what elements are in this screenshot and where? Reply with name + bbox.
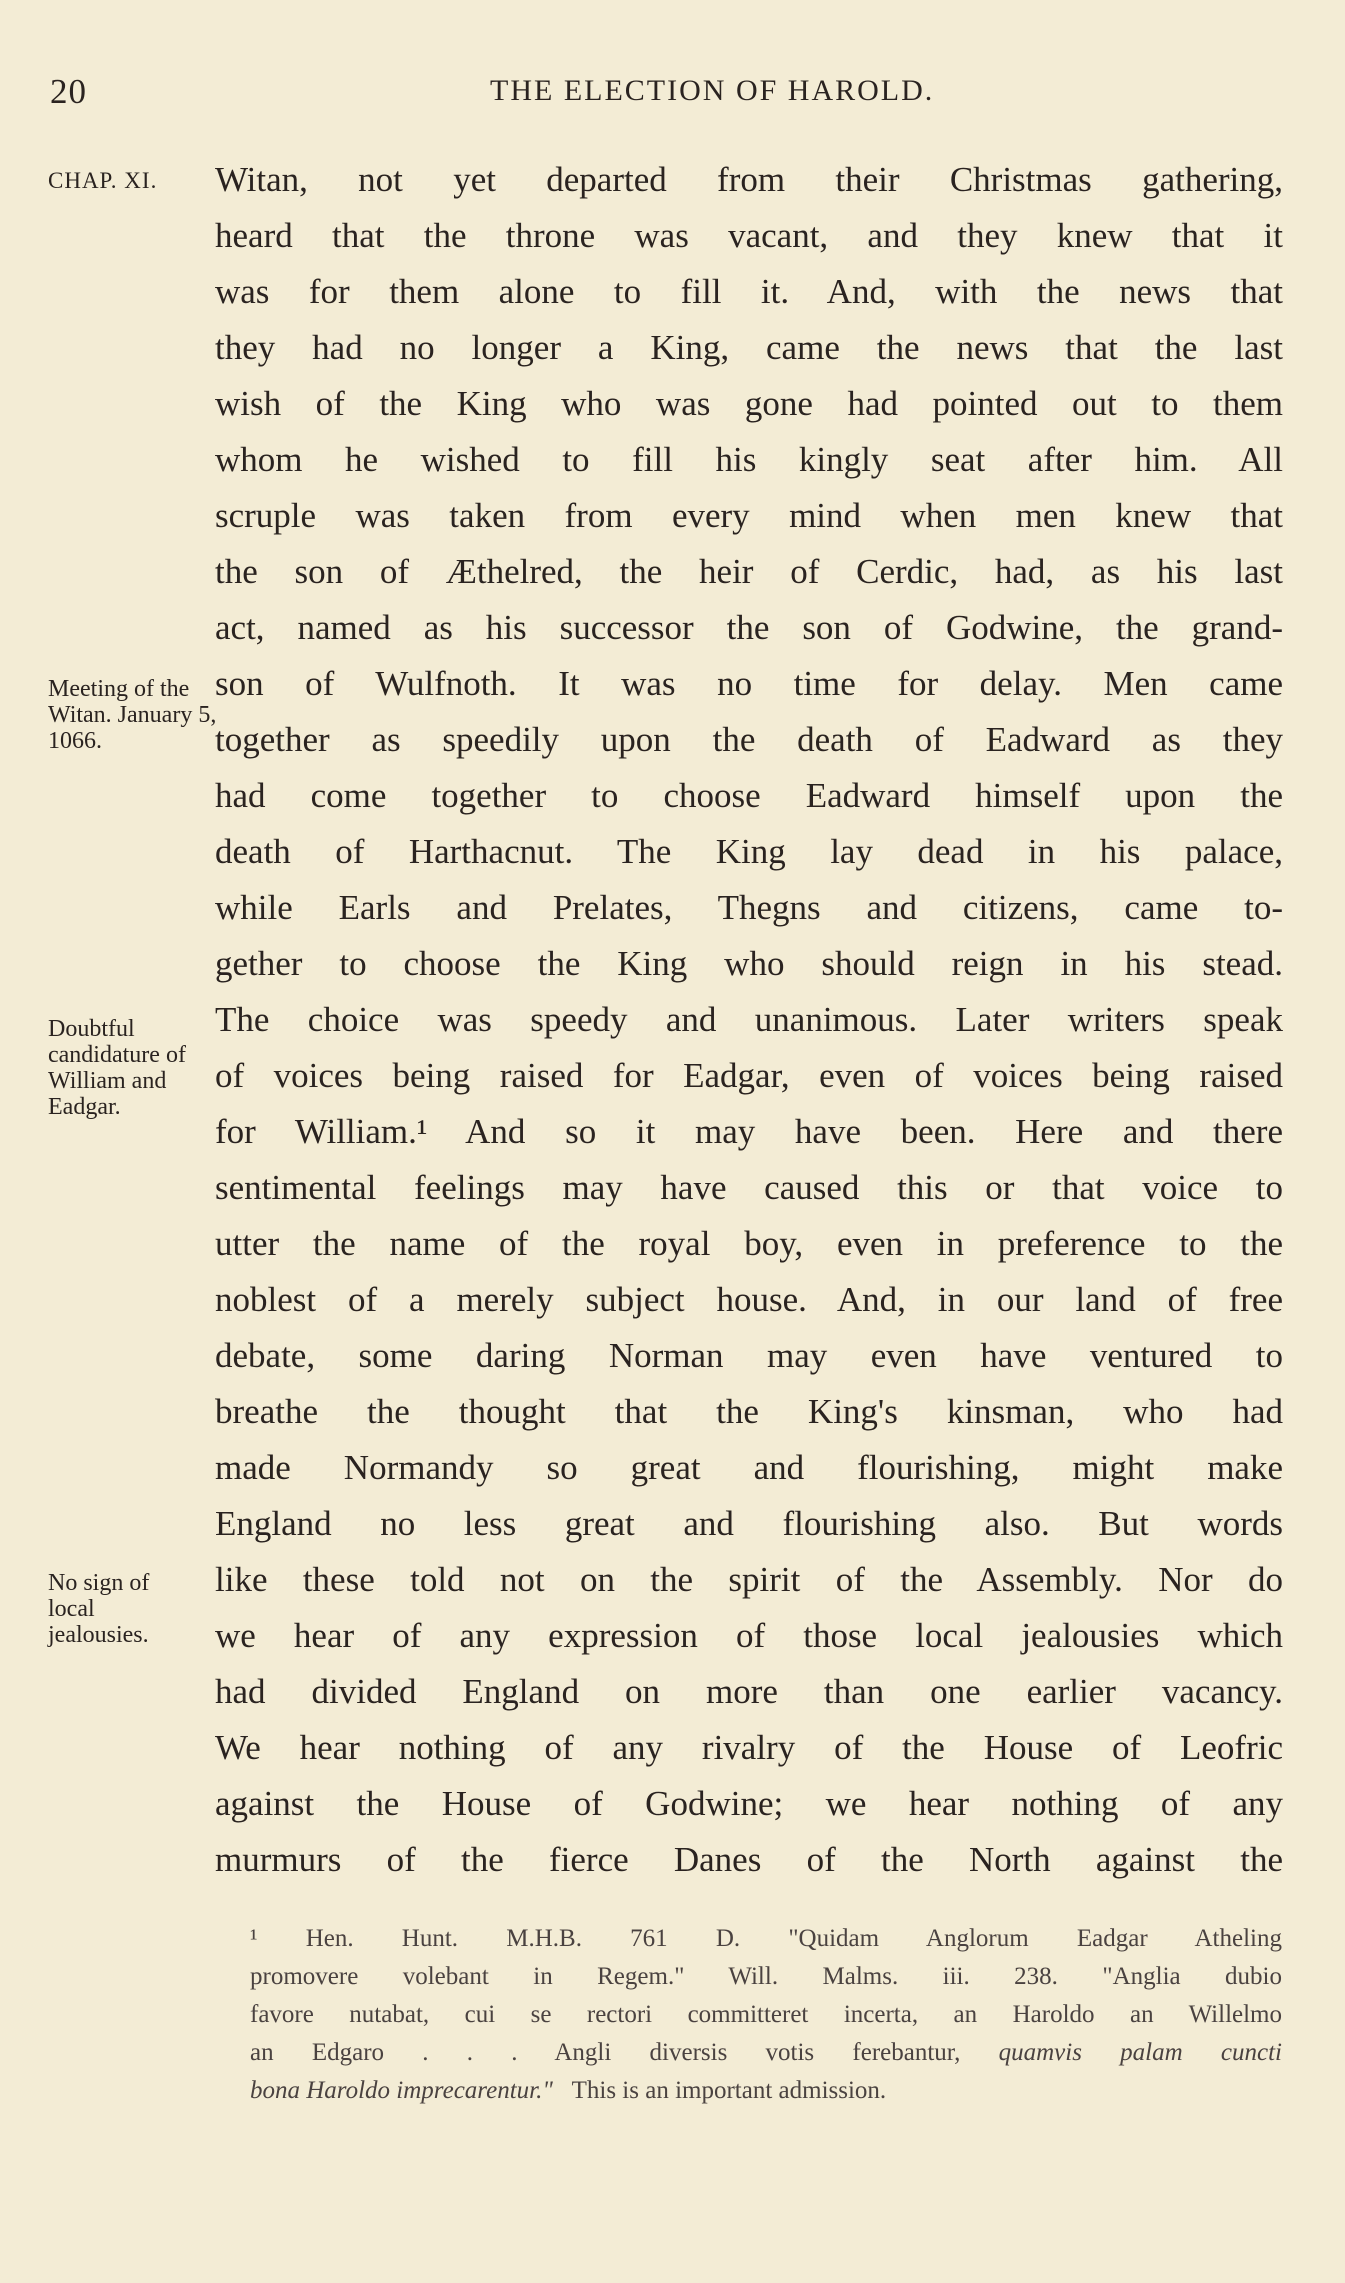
footnote-italic-text: quamvis palam cuncti <box>998 2039 1282 2066</box>
text-line: murmurs of the fierce Danes of the North against the <box>215 1840 1283 1879</box>
footnote-line <box>250 2072 1282 2110</box>
footnote-line: ¹ Hen. Hunt. M.H.B. 761 D. "Quidam Anglorum Eadgar Atheling <box>250 1925 1282 1952</box>
page-header <box>50 72 1285 122</box>
text-line: they had no longer a King, came the news that the last <box>215 328 1283 367</box>
text-line: act, named as his successor the son of Godwine, the grand- <box>215 608 1283 647</box>
text-line: sentimental feelings may have caused this or that voice to <box>215 1168 1283 1207</box>
text-line: like these told not on the spirit of the Assembly. Nor do <box>215 1560 1283 1599</box>
text-line: scruple was taken from every mind when men knew that <box>215 496 1283 535</box>
footnote-text: This is an important admission. <box>571 2077 887 2104</box>
page-number: 20 <box>50 72 87 111</box>
footnotes <box>250 1920 1282 2110</box>
text-line: England no less great and flourishing also. But words <box>215 1504 1283 1543</box>
margin-note-chapter: CHAP. XI. <box>48 168 158 193</box>
text-line: whom he wished to fill his kingly seat after him. All <box>215 440 1283 479</box>
text-line: wish of the King who was gone had pointed out to them <box>215 384 1283 423</box>
text-line: gether to choose the King who should reign in his stead. <box>215 944 1283 983</box>
margin-note-candidature: Doubtful candidature of William and Eadgar. <box>48 1016 186 1120</box>
text-line: heard that the throne was vacant, and they knew that it <box>215 216 1283 255</box>
text-line: together as speedily upon the death of Eadward as they <box>215 720 1283 759</box>
text-line: son of Wulfnoth. It was no time for delay. Men came <box>215 664 1283 703</box>
text-line: Witan, not yet departed from their Christmas gathering, <box>215 160 1283 199</box>
text-line: death of Harthacnut. The King lay dead in his palace, <box>215 832 1283 871</box>
text-line: The choice was speedy and unanimous. Later writers speak <box>215 1000 1283 1039</box>
text-line: for William.¹ And so it may have been. Here and there <box>215 1112 1283 1151</box>
footnote-italic-text: bona Haroldo imprecarentur." <box>250 2077 553 2104</box>
text-line: had divided England on more than one earlier vacancy. <box>215 1672 1283 1711</box>
text-line: debate, some daring Norman may even have ventured to <box>215 1336 1283 1375</box>
text-line: was for them alone to fill it. And, with the news that <box>215 272 1283 311</box>
text-line: noblest of a merely subject house. And, in our land of free <box>215 1280 1283 1319</box>
text-line: We hear nothing of any rivalry of the House of Leofric <box>215 1728 1283 1767</box>
running-title: THE ELECTION OF HAROLD. <box>490 74 935 107</box>
text-line: against the House of Godwine; we hear nothing of any <box>215 1784 1283 1823</box>
text-line: we hear of any expression of those local jealousies which <box>215 1616 1283 1655</box>
text-line: had come together to choose Eadward himself upon the <box>215 776 1283 815</box>
footnote-line: promovere volebant in Regem." Will. Malms. iii. 238. "Anglia dubio <box>250 1963 1282 1990</box>
text-line: breathe the thought that the King's kinsman, who had <box>215 1392 1283 1431</box>
footnote-line <box>250 2034 1282 2072</box>
text-line: of voices being raised for Eadgar, even of voices being raised <box>215 1056 1283 1095</box>
text-line: utter the name of the royal boy, even in preference to the <box>215 1224 1283 1263</box>
footnote-text: an Edgaro . . . Angli diversis votis ferebantur, <box>250 2039 961 2066</box>
body-text <box>215 152 1283 1888</box>
text-line: made Normandy so great and flourishing, might make <box>215 1448 1283 1487</box>
footnote-line: favore nutabat, cui se rectori committeret incerta, an Haroldo an Willelmo <box>250 2001 1282 2028</box>
text-line: while Earls and Prelates, Thegns and citizens, came to- <box>215 888 1283 927</box>
margin-note-jealousies: No sign of local jealousies. <box>48 1570 150 1648</box>
text-line: the son of Æthelred, the heir of Cerdic, had, as his last <box>215 552 1283 591</box>
margin-note-meeting: Meeting of the Witan. January 5, 1066. <box>48 676 217 754</box>
